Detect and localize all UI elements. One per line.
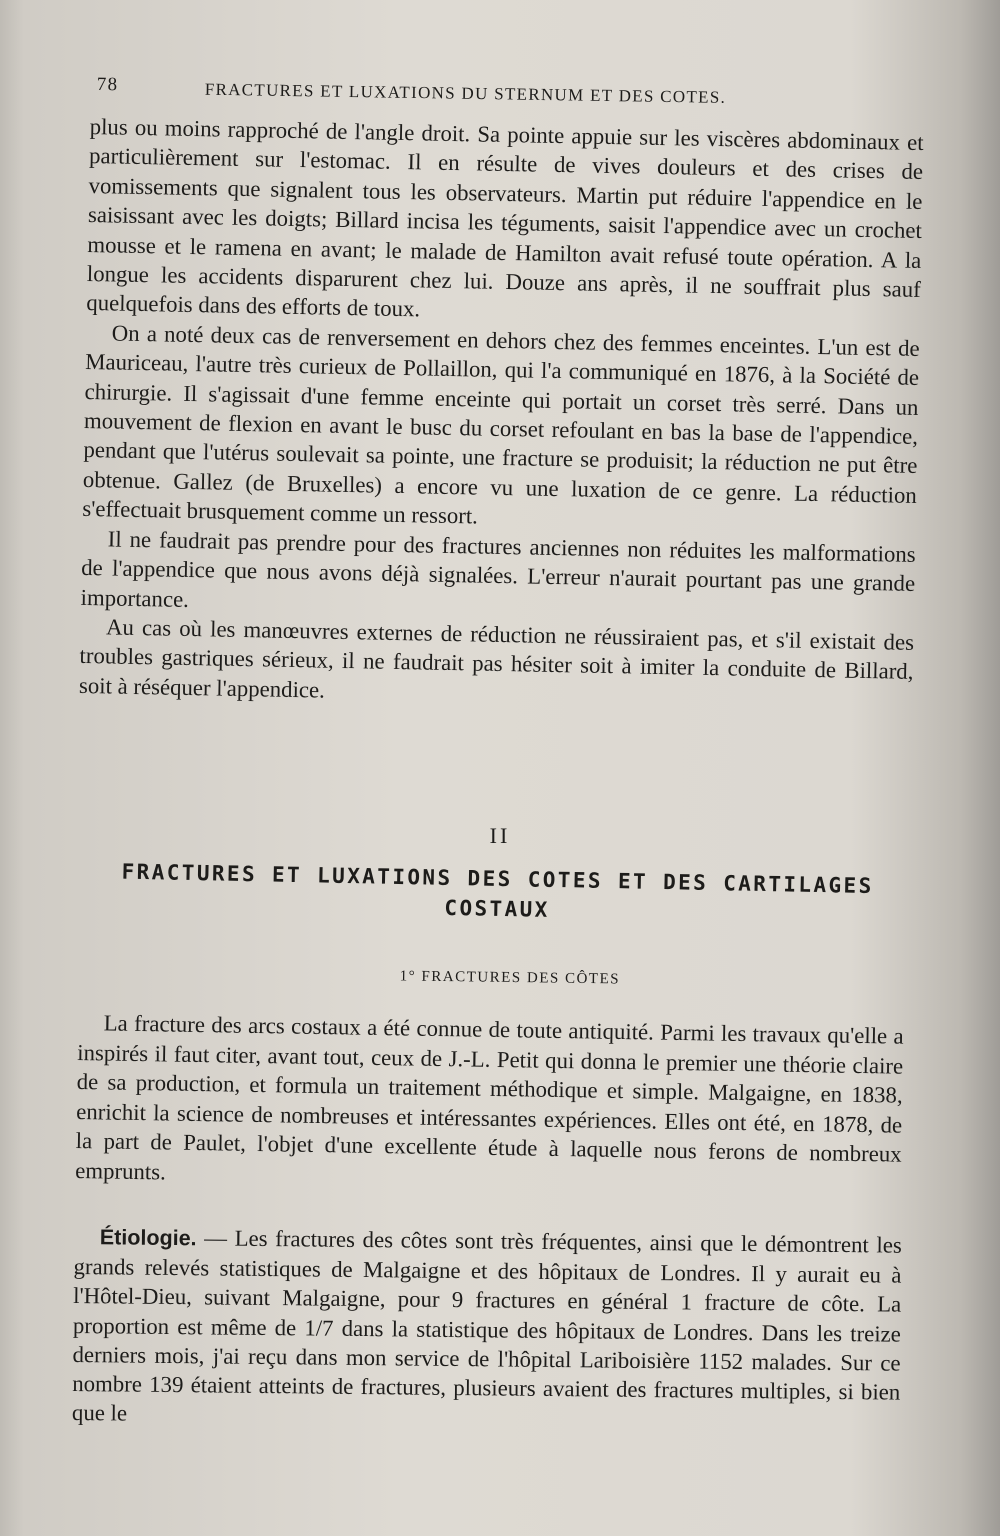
paragraph-lead-heading: Étiologie. <box>99 1225 197 1251</box>
paragraph-text: — Les fractures des côtes sont très fréquentes, ainsi que le démontrent les grands relevés statistiques de Malgaigne et des hôpitaux de Londres. Il y aurait eu à l'Hôtel-Dieu, suivant Malgaigne, pour 9 fractures en général 1 fracture de côte. La proportion est même de 1/7 dans la statistique des hôpitaux de Londres. Dans les treize derniers mois, j'ai reçu dans mon service de l'hôpital Lariboisière 1152 malades. Sur ce nombre 139 étaient atteints de fractures, plusieurs avaient des fractures multiples, si bien que le <box>71 1225 902 1426</box>
paragraph: plus ou moins rapproché de l'angle droit. Sa pointe appuie sur les viscères abdominaux et particulièrement sur l'estomac. Il en résulte de vives douleurs et des crises de vomissements que signalent tous les observateurs. Martin put réduire l'appendice en le saisissant avec les doigts; Billard incisa les téguments, saisit l'appendice avec un crochet mousse et le ramena en avant; le malade de Hamilton avait refusé toute opération. A la longue les accidents disparurent chez lui. Douze ans après, il ne souffrait plus sauf quelquefois dans des efforts de toux. <box>86 113 924 322</box>
paragraph <box>72 1222 902 1436</box>
gutter-shadow <box>0 0 24 1536</box>
paragraph: Il ne faudrait pas prendre pour des fractures anciennes non réduites les malformations de l'appendice que nous avons déjà signalées. L'erreur n'aurait pourtant pas une grande importance. <box>80 526 916 612</box>
body-text-bottom <box>72 1222 902 1436</box>
paragraph: On a noté deux cas de renversement en dehors chez des femmes enceintes. L'un est de Mauriceau, l'autre très curieux de Pollaillon, qui l'a communiqué en 1876, à la Société de chirurgie. Il s'agissait d'une femme enceinte qui portait un corset très serré. Dans un mouvement de flexion en avant le busc du corset refoulant en bas la base de l'appendice, pendant que l'utérus soulevait sa pointe, une fracture se produisit; la réduction ne put être obtenue. Gallez (de Bruxelles) a encore vu une luxation de ce genre. La réduction s'effectuait brusquement comme un ressort. <box>82 320 920 529</box>
running-header <box>97 74 817 113</box>
section-numeral: II <box>489 823 511 848</box>
body-text-middle <box>75 1008 904 1199</box>
paragraph: La fracture des arcs costaux a été connue de toute antiquité. Parmi les travaux qu'elle a inspirés il faut citer, avant tout, ceux de J.-L. Petit qui donna le premier une théorie claire de sa production, et formula un traitement méthodique et simple. Malgaigne, en 1838, enrichit la science de nombreuses et intéressantes expériences. Elles ont été, en 1878, de la part de Paulet, l'objet d'une excellente étude à laquelle nous ferons de nombreux emprunts. <box>75 1010 904 1185</box>
page-number: 78 <box>96 74 119 96</box>
body-text-top <box>79 112 924 716</box>
section-title: FRACTURES ET LUXATIONS DES COTES ET DES CARTILAGES COSTAUX <box>121 859 874 922</box>
paragraph: Au cas où les manœuvres externes de réduction ne réussiraient pas, et s'il existait des troubles gastriques sérieux, il ne faudrait pas hésiter soit à imiter la conduite de Billard, soit à réséquer l'appendice. <box>78 614 915 703</box>
running-title: FRACTURES ET LUXATIONS DU STERNUM ET DES COTES. <box>204 79 727 107</box>
subsection-heading: 1° FRACTURES DES CÔTES <box>399 968 621 988</box>
